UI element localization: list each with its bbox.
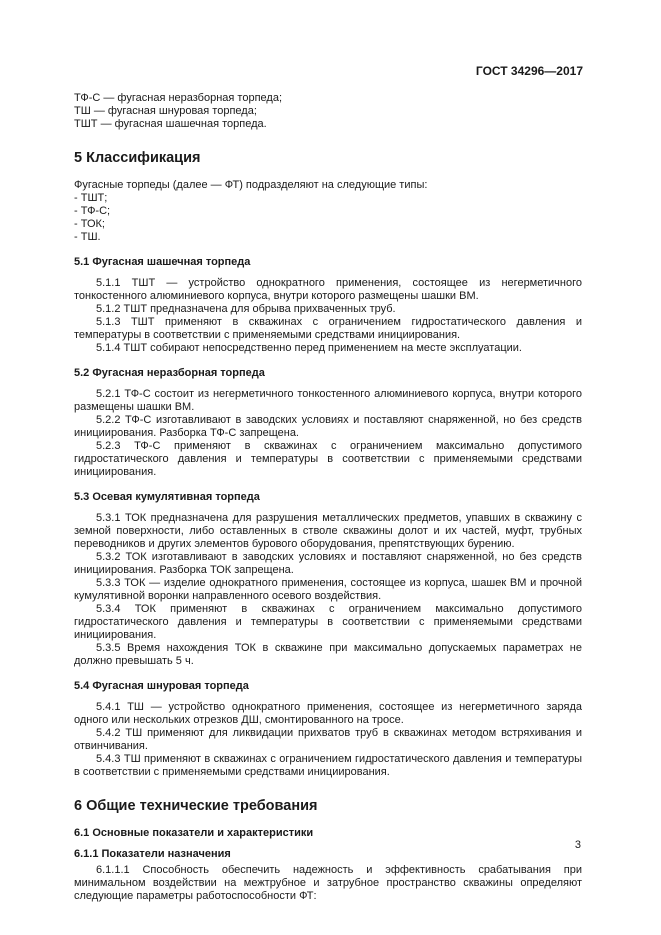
subsection-6-1-1-heading: 6.1.1 Показатели назначения: [74, 848, 231, 860]
subsection-5-2-heading: 5.2 Фугасная неразборная торпеда: [74, 367, 265, 379]
definition-line: ТФ-С — фугасная неразборная торпеда;: [74, 92, 282, 104]
paragraph: 5.1.1 ТШТ — устройство однократного применения, состоящее из негерметичного тонкостенного алюминиевого корпуса, внутри которого размещены шашки ВМ.: [74, 277, 582, 302]
paragraph: 5.2.1 ТФ-С состоит из негерметичного тонкостенного алюминиевого корпуса, внутри которого размещены шашки ВМ.: [74, 388, 582, 413]
paragraph: 5.1.4 ТШТ собирают непосредственно перед применением на месте эксплуатации.: [96, 342, 522, 354]
subsection-6-1-heading: 6.1 Основные показатели и характеристики: [74, 827, 314, 839]
definition-line: ТШТ — фугасная шашечная торпеда.: [74, 118, 267, 130]
paragraph: 5.1.3 ТШТ применяют в скважинах с ограничением гидростатического давления и температуры в соответствии с применяемыми средствами инициирования.: [74, 316, 582, 341]
paragraph: 5.4.2 ТШ применяют для ликвидации прихватов труб в скважинах методом встряхивания и отвинчивания.: [74, 727, 582, 752]
list-item: - ТФ-С;: [74, 205, 111, 217]
paragraph: 5.4.3 ТШ применяют в скважинах с ограничением гидростатического давления и температуры в соответствии с применяемыми средствами инициирования.: [74, 753, 582, 778]
paragraph: 5.3.1 ТОК предназначена для разрушения металлических предметов, упавших в скважину с земной поверхности, либо оставленных в стволе скважины долот и их частей, муфт, трубных переводников и других элементов бурового оборудования, препятствующих бурению.: [74, 512, 582, 550]
definition-line: ТШ — фугасная шнуровая торпеда;: [74, 105, 257, 117]
list-item: - ТШТ;: [74, 192, 108, 204]
section-6-heading: 6 Общие технические требования: [74, 798, 318, 814]
section-5-heading: 5 Классификация: [74, 150, 201, 166]
page-number: 3: [574, 839, 581, 851]
paragraph: 5.2.2 ТФ-С изготавливают в заводских условиях и поставляют снаряженной, но без средств инициирования. Разборка ТФ-С запрещена.: [74, 414, 582, 439]
subsection-5-3-heading: 5.3 Осевая кумулятивная торпеда: [74, 491, 260, 503]
subsection-5-4-heading: 5.4 Фугасная шнуровая торпеда: [74, 680, 249, 692]
document-body: [74, 92, 582, 903]
list-item: - ТОК;: [74, 218, 105, 230]
abbreviation-definitions: [74, 92, 582, 131]
subsection-5-1-heading: 5.1 Фугасная шашечная торпеда: [74, 256, 251, 268]
paragraph: 5.3.2 ТОК изготавливают в заводских условиях и поставляют снаряженной, но без средств инициирования. Разборка ТОК запрещена.: [74, 551, 582, 576]
paragraph: 6.1.1.1 Способность обеспечить надежность и эффективность срабатывания при минимальном воздействии на межтрубное и затрубное пространство скважины определяют следующие параметры работоспособности ФТ:: [74, 864, 582, 902]
section-5-intro: Фугасные торпеды (далее — ФТ) подразделяют на следующие типы:: [74, 179, 428, 191]
list-item: - ТШ.: [74, 231, 101, 243]
paragraph: 5.3.3 ТОК — изделие однократного применения, состоящее из корпуса, шашек ВМ и прочной кумулятивной воронки направленного осевого воздействия.: [74, 577, 582, 602]
paragraph: 5.3.5 Время нахождения ТОК в скважине при максимально допускаемых параметрах не должно превышать 5 ч.: [74, 642, 582, 667]
torpedo-types-list: [74, 192, 582, 244]
paragraph: 5.4.1 ТШ — устройство однократного применения, состоящее из негерметичного заряда одного или нескольких отрезков ДШ, смонтированного на тросе.: [74, 701, 582, 726]
paragraph: 5.2.3 ТФ-С применяют в скважинах с ограничением максимально допустимого гидростатического давления и температуры в соответствии с применяемыми средствами инициирования.: [74, 440, 582, 478]
paragraph: 5.1.2 ТШТ предназначена для обрыва прихваченных труб.: [96, 303, 396, 315]
paragraph: 5.3.4 ТОК применяют в скважинах с ограничением максимально допустимого гидростатического давления и температуры в соответствии с применяемыми средствами инициирования.: [74, 603, 582, 641]
document-header-code: ГОСТ 34296—2017: [475, 64, 583, 78]
